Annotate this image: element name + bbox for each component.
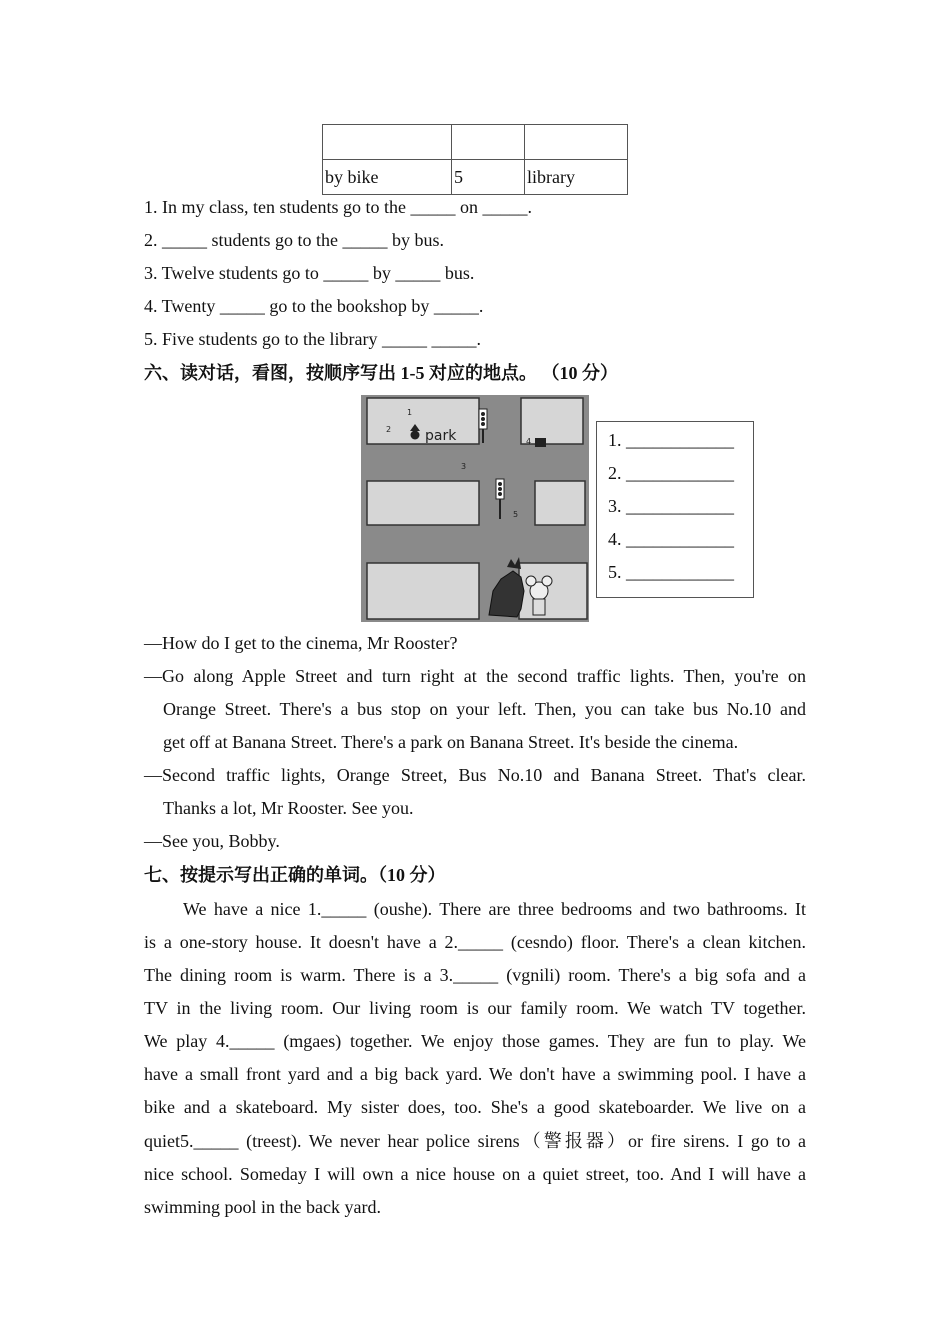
- bus-stop-marker-icon: [535, 438, 546, 447]
- map-number-3: 3: [461, 462, 467, 471]
- answer-line-3: 3. ____________: [608, 496, 734, 516]
- table-cell: [452, 125, 525, 160]
- passage-line: quiet5._____ (treest). We never hear police sirens（警报器）or fire sirens. I go to a: [144, 1131, 806, 1151]
- question-1: 1. In my class, ten students go to the _____ on _____.: [144, 197, 532, 217]
- question-5: 5. Five students go to the library _____ _____.: [144, 329, 481, 349]
- map-answer-box: [596, 421, 754, 598]
- passage-line: We have a nice 1._____ (oushe). There are three bedrooms and two bathrooms. It: [183, 899, 806, 919]
- dialogue-line: —Second traffic lights, Orange Street, Bus No.10 and Banana Street. That's clear.: [144, 765, 806, 785]
- map-number-1: 1: [407, 408, 413, 417]
- answer-line-4: 4. ____________: [608, 529, 734, 549]
- answer-line-2: 2. ____________: [608, 463, 734, 483]
- dialogue-line: —See you, Bobby.: [144, 831, 280, 851]
- table-cell: by bike: [323, 160, 452, 195]
- table-cell: [323, 125, 452, 160]
- dialogue-line: —Go along Apple Street and turn right at the second traffic lights. Then, you're on: [144, 666, 806, 686]
- question-2: 2. _____ students go to the _____ by bus.: [144, 230, 444, 250]
- passage-line: nice school. Someday I will own a nice house on a quiet street, too. And I will have a: [144, 1164, 806, 1184]
- map-label-park: park: [425, 428, 457, 444]
- section7-heading: 七、按提示写出正确的单词。（10 分）: [144, 865, 446, 885]
- table-cell: library: [525, 160, 628, 195]
- table-row: [323, 125, 628, 160]
- circle-marker-icon: [411, 431, 420, 440]
- passage-line: bike and a skateboard. My sister does, too. She's a good skateboarder. We live on a: [144, 1097, 806, 1117]
- table-cell: [525, 125, 628, 160]
- street-map-image: [361, 395, 589, 622]
- passage-line: We play 4._____ (mgaes) together. We enjoy those games. They are fun to play. We: [144, 1031, 806, 1051]
- answer-line-5: 5. ____________: [608, 562, 734, 582]
- dialogue-line: —How do I get to the cinema, Mr Rooster?: [144, 633, 458, 653]
- question-3: 3. Twelve students go to _____ by _____ bus.: [144, 263, 475, 283]
- section6-heading: 六、读对话，看图，按顺序写出 1-5 对应的地点。 （10 分）: [144, 363, 618, 383]
- dialogue-line: get off at Banana Street. There's a park on Banana Street. It's beside the cinema.: [163, 732, 739, 752]
- table-row: [323, 160, 628, 195]
- answer-line-1: 1. ____________: [608, 430, 734, 450]
- transport-table: [322, 124, 628, 195]
- map-number-4: 4: [526, 437, 532, 446]
- passage-line: is a one-story house. It doesn't have a 2._____ (cesndo) floor. There's a clean kitchen.: [144, 932, 806, 952]
- dialogue-line: Thanks a lot, Mr Rooster. See you.: [163, 798, 414, 818]
- dialogue-line: Orange Street. There's a bus stop on your left. Then, you can take bus No.10 and: [163, 699, 806, 719]
- table-cell: 5: [452, 160, 525, 195]
- passage-line: have a small front yard and a big back yard. We don't have a swimming pool. I have a: [144, 1064, 806, 1084]
- question-4: 4. Twenty _____ go to the bookshop by _____.: [144, 296, 484, 316]
- passage-line: swimming pool in the back yard.: [144, 1197, 381, 1217]
- map-number-2: 2: [386, 425, 392, 434]
- passage-line: TV in the living room. Our living room is our family room. We watch TV together.: [144, 998, 806, 1018]
- map-number-5: 5: [513, 510, 519, 519]
- passage-line: The dining room is warm. There is a 3._____ (vgnili) room. There's a big sofa and a: [144, 965, 806, 985]
